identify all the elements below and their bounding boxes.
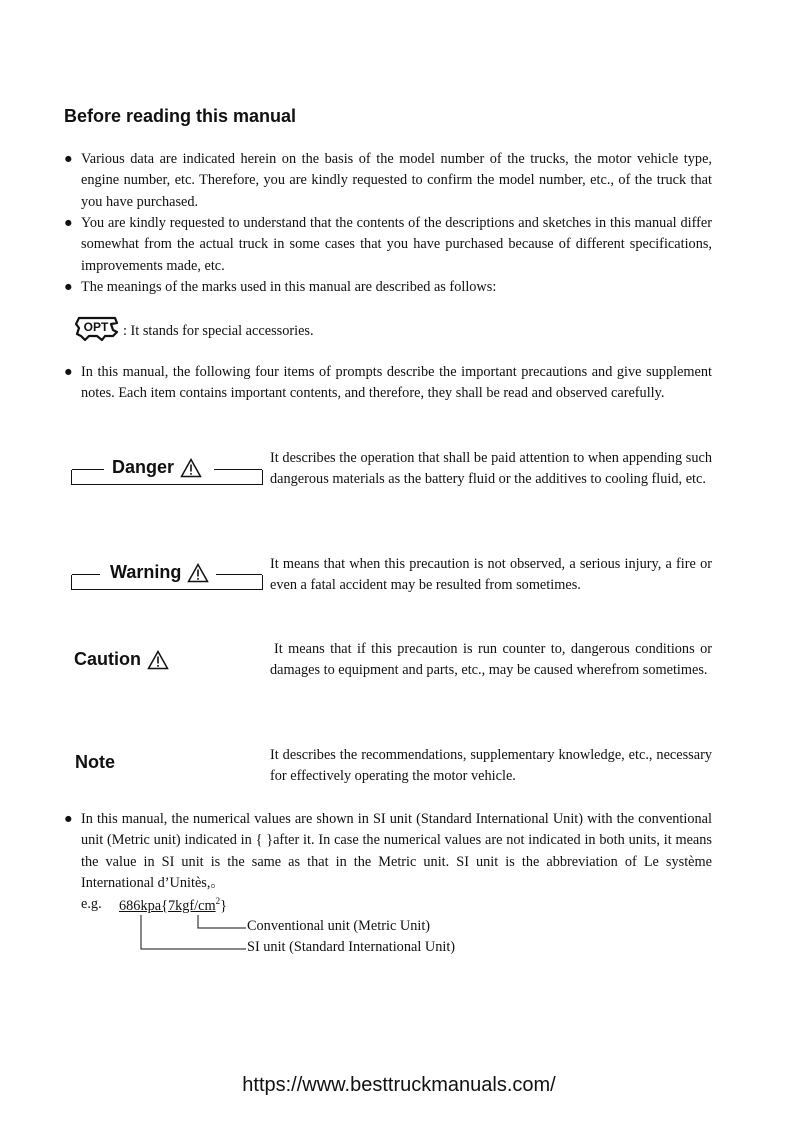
warning-triangle-icon [147,650,169,670]
warning-label-box [71,562,263,590]
example-metric-open: { [161,897,168,914]
si-unit-label: SI unit (Standard International Unit) [247,939,456,955]
bullet-icon: ● [64,151,73,167]
warning-label-text: Warning [110,562,182,582]
opt-icon [75,314,121,344]
example-si-value: 686kpa [119,897,162,914]
bullet-icon: ● [64,279,73,295]
opt-description: : It stands for special accessories. [123,322,314,339]
danger-description: It describes the operation that shall be paid attention to when appending such dangerous materials as the battery fluid or the additives to cooling fluid, etc. [270,450,712,488]
example-metric-close: } [220,897,227,914]
bullet-text: You are kindly requested to understand that the contents of the descriptions and sketches in this manual differ somewhat from the actual truck in some cases that you have purchased because of different specifications, improvements made, etc. [81,215,712,274]
caution-description: It means that if this precaution is run counter to, dangerous conditions or damages to equipment and parts, etc., may be caused wherefrom sometimes. [270,641,712,679]
list-item [64,362,712,405]
warning-label [110,562,209,583]
bullet-text: In this manual, the following four items of prompts describe the important precautions and give supplement notes. Each item contains important contents, and therefore, they shall be read and observed carefully. [81,364,712,402]
caution-label [74,649,169,670]
list-item [64,213,712,277]
note-label: Note [75,752,115,772]
list-item [64,149,712,213]
bullet-icon: ● [64,215,73,231]
footer-url: https://www.besttruckmanuals.com/ [242,1074,556,1096]
bullet-icon: ● [64,364,73,380]
danger-label-text: Danger [112,457,175,477]
list-item [64,809,712,895]
caution-label-text: Caution [74,649,141,669]
bullet-text: Various data are indicated herein on the basis of the model number of the trucks, the motor vehicle type, engine number, etc. Therefore, you are kindly requested to confirm the model number, etc., of the truck that you have purchased. [81,151,712,210]
danger-label-box [71,457,263,485]
example-metric-value: 7kgf/cm [167,897,216,914]
warning-description: It means that when this precaution is not observed, a serious injury, a fire or even a fatal accident may be resulted from sometimes. [270,556,712,594]
example-bracket-lines [138,914,250,956]
page-title: Before reading this manual [64,106,297,126]
warning-triangle-icon [180,458,202,478]
note-description: It describes the recommendations, supplementary knowledge, etc., necessary for effectively operating the motor vehicle. [270,747,712,785]
example-metric-sup: 2 [215,896,221,906]
opt-mark-row [75,314,314,344]
example-values [119,896,227,915]
warning-triangle-icon [187,563,209,583]
list-item [64,277,712,298]
bullet-text: In this manual, the numerical values are shown in SI unit (Standard International Unit) with the conventional unit (Metric unit) indicated in { }after it. In case the numerical values are not indicated in both units, it means the value in SI unit is the same as that in the Metric unit. SI unit is the abbreviation of Le système International d’Unitès,。 [81,811,712,892]
bullet-icon: ● [64,811,73,827]
example-prefix: e.g. [81,896,102,912]
opt-icon-text: OPT [83,320,109,334]
bullet-text: The meanings of the marks used in this manual are described as follows: [81,279,497,295]
conventional-unit-label: Conventional unit (Metric Unit) [247,918,431,934]
danger-label [112,457,202,478]
